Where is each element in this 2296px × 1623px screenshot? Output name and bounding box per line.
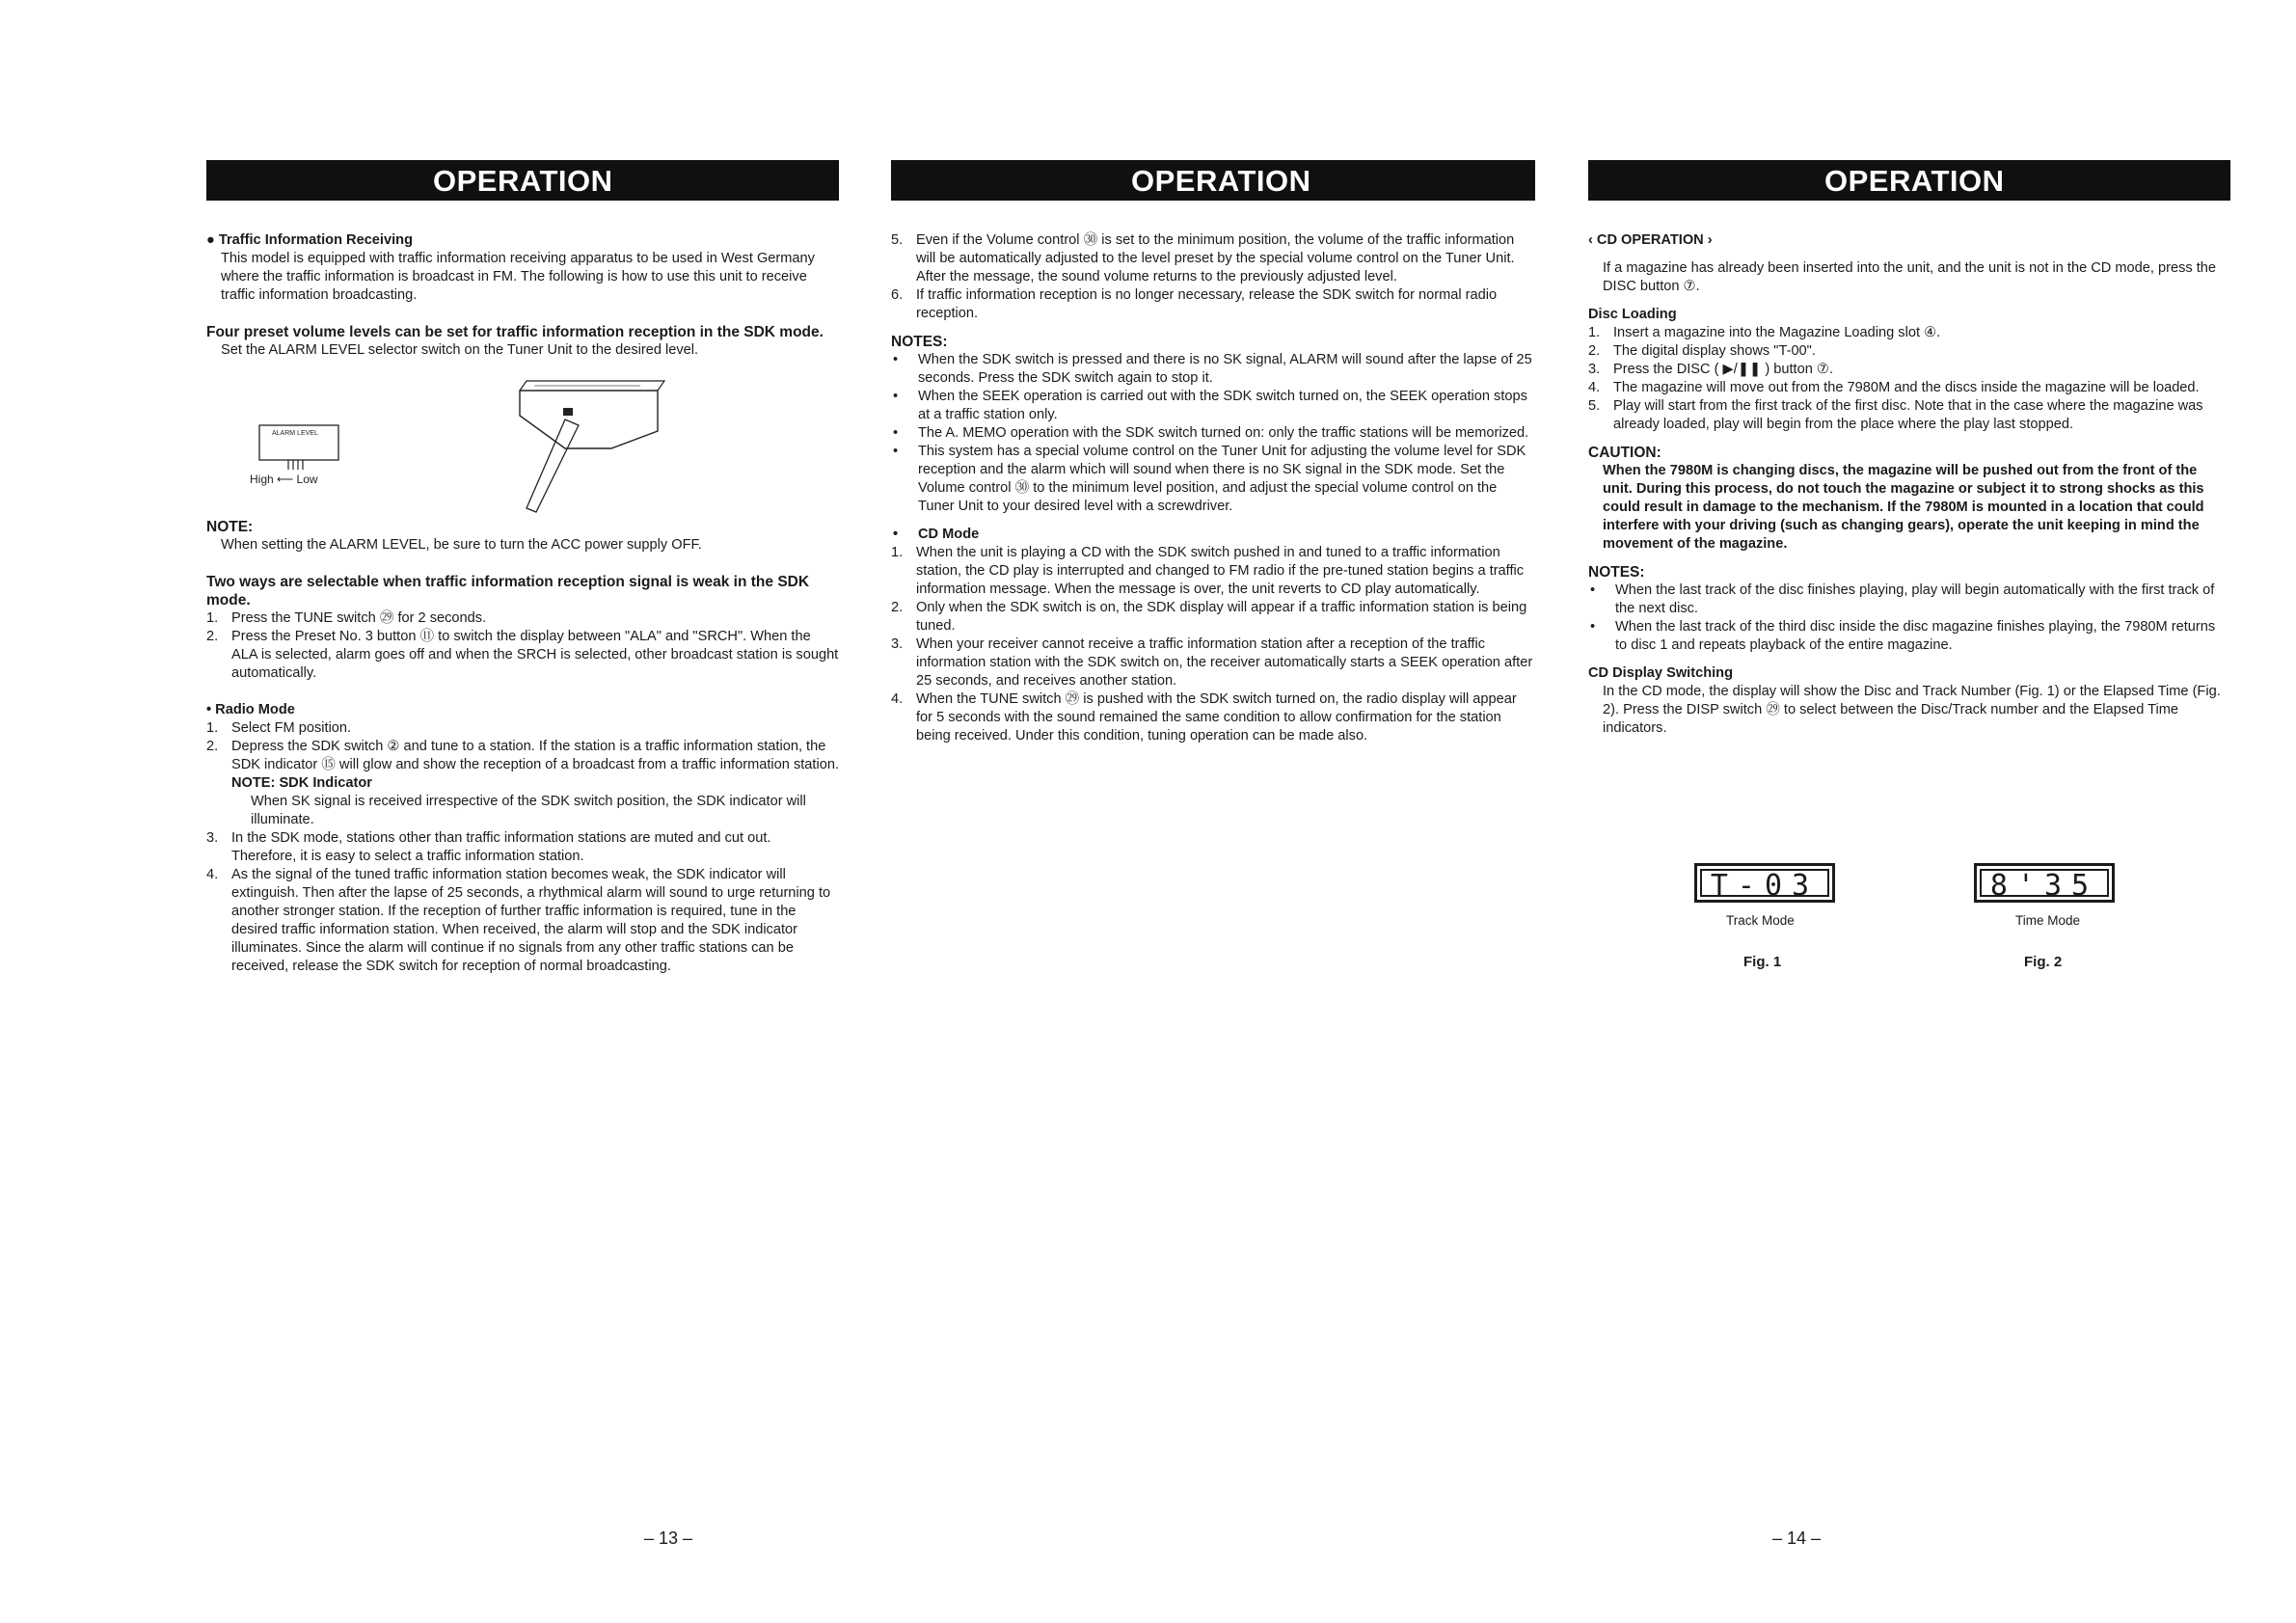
list-item: 3. When your receiver cannot receive a traffic information station after a reception of the traffic information station with the SDK switch on, the receiver automatically starts a SEEK operation after 25 seconds, and receives another station. <box>891 636 1533 689</box>
caution-text: When the 7980M is changing discs, the magazine will be pushed out from the front of the unit. During this process, do not touch the magazine or subject it to strong shocks as this could result in damage to the mechanism. If the 7980M is mounted in a location that could interfere with your driving (such as changing gears), operate the unit keeping in mind the movement of the magazine. <box>1603 463 2204 552</box>
traffic-intro: This model is equipped with traffic information receiving apparatus to be used in West Germany where the traffic information is broadcast in FM. The following is how to use this unit to receive traffic information broadcasting. <box>221 251 815 303</box>
banner-title: OPERATION <box>433 163 613 198</box>
notes-list <box>891 351 1535 516</box>
list-item: 4. The magazine will move out from the 7980M and the discs inside the magazine will be loaded. <box>1588 380 2200 395</box>
preset-heading: Four preset volume levels can be set for traffic information reception in the SDK mode. <box>206 324 824 340</box>
list-item: • When the last track of the disc finishes playing, play will begin automatically with the first track of the next disc. <box>1590 582 2215 616</box>
fig-1-label: Fig. 1 <box>1743 954 1782 970</box>
middle-column <box>891 160 1535 745</box>
display-switching-text: In the CD mode, the display will show the Disc and Track Number (Fig. 1) or the Elapsed Time (Fig. 2). Press the DISP switch ㉙ to select between the Disc/Track number and the Elapsed Time indicators. <box>1603 684 2221 736</box>
display-switching-heading: CD Display Switching <box>1588 665 1734 681</box>
list-item: 2. Press the Preset No. 3 button ⑪ to switch the display between "ALA" and "SRCH". When the ALA is selected, alarm goes off and when the SRCH is selected, other broadcast station is sought automatically. <box>206 629 839 681</box>
fig-2-label: Fig. 2 <box>2024 954 2063 970</box>
list-item: • The A. MEMO operation with the SDK switch turned on: only the traffic stations will be memorized. <box>893 425 1529 441</box>
list-item: • When the last track of the third disc inside the disc magazine finishes playing, the 7980M returns to disc 1 and repeats playback of the entire magazine. <box>1590 619 2216 653</box>
list-item: 2. Depress the SDK switch ② and tune to a station. If the station is a traffic information station, the SDK indicator ⑮ will glow and show the reception of a broadcast from a traffic information station. NOTE: SDK Indicator When SK signal is received irrespective of the SDK switch position, the SDK indicator will illuminate. <box>206 739 839 827</box>
disc-loading-heading: Disc Loading <box>1588 307 1677 322</box>
track-mode-caption: Track Mode <box>1726 913 1795 928</box>
list-item: 6. If traffic information reception is no longer necessary, release the SDK switch for normal radio reception. <box>891 287 1498 321</box>
cd-operation-intro: If a magazine has already been inserted into the unit, and the unit is not in the CD mode, press the DISC button ⑦. <box>1603 260 2217 294</box>
alarm-level-panel-label: ALARM LEVEL <box>272 430 318 437</box>
cd-notes-list <box>1588 582 2230 655</box>
caution-heading: CAUTION: <box>1588 445 1661 461</box>
time-mode-display: 8'35 <box>1974 863 2115 903</box>
cd-mode-list <box>891 544 1535 745</box>
sdk-indicator-note-text: When SK signal is received irrespective of the SDK switch position, the SDK indicator will illuminate. <box>251 794 806 827</box>
traffic-heading-text: Traffic Information Receiving <box>218 232 413 248</box>
page-number-13: – 13 – <box>644 1528 693 1548</box>
list-item: 2. Only when the SDK switch is on, the SDK display will appear if a traffic information station is being tuned. <box>891 600 1527 634</box>
time-mode-caption: Time Mode <box>2015 913 2081 928</box>
note-heading: NOTE: <box>206 519 254 535</box>
sdk-indicator-note-heading: NOTE: SDK Indicator <box>231 775 372 791</box>
list-item: 1. When the unit is playing a CD with the SDK switch pushed in and tuned to a traffic information station, the CD play is interrupted and changed to FM radio if the pre-tuned station begins a traffic information message. When the message is over, the unit reverts to CD play automatically. <box>891 545 1525 597</box>
cd-mode-heading-list <box>891 526 1535 544</box>
notes-heading: NOTES: <box>1588 564 1645 581</box>
preset-text: Set the ALARM LEVEL selector switch on the Tuner Unit to the desired level. <box>221 342 699 358</box>
section-banner <box>1588 160 2230 201</box>
banner-title: OPERATION <box>1131 163 1311 198</box>
cd-operation-heading: ‹ CD OPERATION › <box>1588 232 1713 248</box>
page-number-14: – 14 – <box>1772 1528 1822 1548</box>
list-item: 2. The digital display shows "T-00". <box>1588 343 1816 359</box>
page-14-column <box>1588 160 2230 738</box>
continued-list <box>891 231 1535 323</box>
list-item: 3. Press the DISC ( ▶/❚❚ ) button ⑦. <box>1588 362 1834 377</box>
disc-loading-list <box>1588 324 2230 434</box>
two-ways-list <box>206 609 839 683</box>
alarm-level-figure <box>206 369 839 514</box>
alarm-level-scale-label: High ⟵ Low <box>250 473 318 486</box>
traffic-heading: ● Traffic Information Receiving <box>206 232 413 248</box>
cd-mode-heading: • CD Mode <box>893 527 980 542</box>
list-item: 1. Select FM position. <box>206 720 352 736</box>
page-13-column <box>206 160 839 976</box>
list-item: 5. Play will start from the first track of the first disc. Note that in the case where the magazine was already loaded, play will begin from the place where the play last stopped. <box>1588 398 2203 432</box>
radio-mode-list <box>206 719 839 976</box>
list-item: • When the SEEK operation is carried out with the SDK switch turned on, the SEEK operation stops at a traffic station only. <box>893 389 1527 422</box>
list-item: 4. As the signal of the tuned traffic information station becomes weak, the SDK indicator will extinguish. Then after the lapse of 25 seconds, a rhythmical alarm will sound to urge returning to another stronger station. If the reception of further traffic information is required, tune in the desired traffic information station. When received, the alarm will stop and the SDK indicator illuminates. Since the alarm will continue if no signals from any other traffic stations can be received, release the SDK switch for reception of normal broadcasting. <box>206 867 831 974</box>
list-item: • When the SDK switch is pressed and there is no SK signal, ALARM will sound after the lapse of 25 seconds. Press the SDK switch again to stop it. <box>893 352 1532 386</box>
list-item: 1. Press the TUNE switch ㉙ for 2 seconds. <box>206 610 487 626</box>
track-mode-display: T-03 <box>1694 863 1835 903</box>
list-item: 3. In the SDK mode, stations other than traffic information stations are muted and cut out. Therefore, it is easy to select a traffic information station. <box>206 830 771 864</box>
list-item: 5. Even if the Volume control ㉚ is set to the minimum position, the volume of the traffic information will be automatically adjusted to the level preset by the special volume control on the Tuner Unit. After the message, the sound volume returns to the previously adjusted level. <box>891 232 1515 284</box>
note-text: When setting the ALARM LEVEL, be sure to turn the ACC power supply OFF. <box>221 537 702 553</box>
radio-mode-heading-text: Radio Mode <box>215 702 295 717</box>
two-ways-heading: Two ways are selectable when traffic information reception signal is weak in the SDK mode. <box>206 574 810 609</box>
section-banner <box>206 160 839 201</box>
section-banner <box>891 160 1535 201</box>
list-item: 1. Insert a magazine into the Magazine Loading slot ④. <box>1588 325 1941 340</box>
notes-heading: NOTES: <box>891 334 948 350</box>
alarm-level-illustration <box>206 369 839 514</box>
list-item: • This system has a special volume control on the Tuner Unit for adjusting the volume level for SDK reception and the alarm which will sound when there is no SK signal in the SDK mode. Set the Volume control ㉚ to the minimum level position, and adjust the special volume control on the Tuner Unit to your desired level with a screwdriver. <box>893 444 1526 514</box>
banner-title: OPERATION <box>1824 163 2005 198</box>
radio-mode-heading: • Radio Mode <box>206 702 295 717</box>
list-item: 4. When the TUNE switch ㉙ is pushed with the SDK switch turned on, the radio display will appear for 5 seconds with the sound remained the same condition to allow confirmation for the station being received. Under this condition, tuning operation can be made also. <box>891 691 1517 744</box>
